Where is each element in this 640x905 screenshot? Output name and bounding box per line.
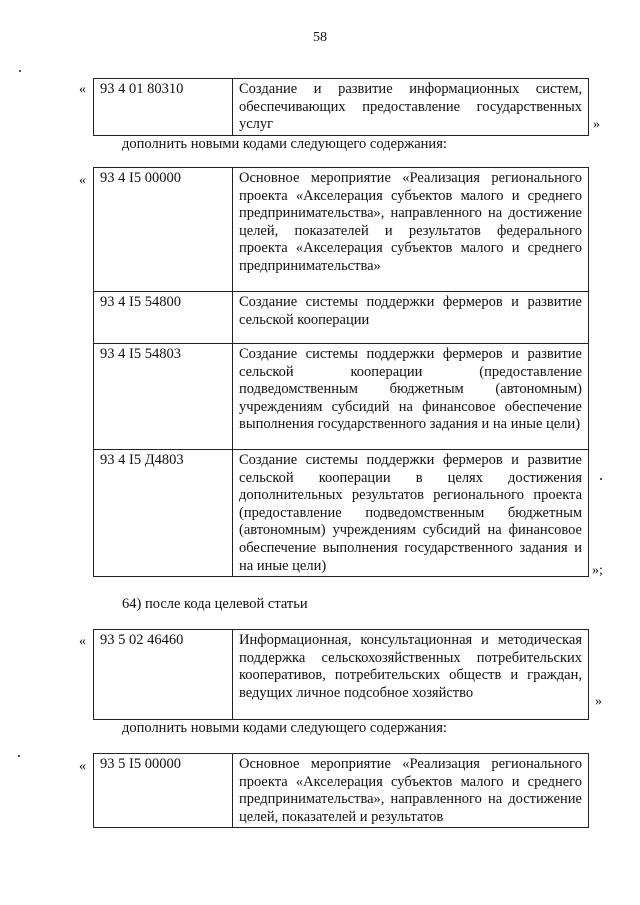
scan-mark xyxy=(600,478,602,480)
description-cell: Создание и развитие информационных систем, обеспечивающих предоставление государственных услуг xyxy=(233,79,589,136)
open-quote: « xyxy=(79,173,86,188)
code-table xyxy=(93,78,589,136)
table-row xyxy=(94,450,589,577)
scan-mark xyxy=(18,755,20,757)
description-cell: Основное мероприятие «Реализация регионального проекта «Акселерация субъектов малого и среднего предпринимательства», направленного на достижение целей, показателей и результатов федерального проекта «Акселерация субъектов малого и среднего предпринимательства» xyxy=(233,168,589,292)
description-cell: Основное мероприятие «Реализация регионального проекта «Акселерация субъектов малого и среднего предпринимательства», направленного на достижение целей, показателей и результатов xyxy=(233,754,589,828)
code-cell: 93 5 02 46460 xyxy=(94,630,233,720)
code-cell: 93 4 I5 54800 xyxy=(94,292,233,344)
code-table xyxy=(93,167,589,577)
paragraph: дополнить новыми кодами следующего содержания: xyxy=(122,720,447,736)
open-quote: « xyxy=(79,759,86,774)
code-cell: 93 4 01 80310 xyxy=(94,79,233,136)
code-cell: 93 4 I5 54803 xyxy=(94,344,233,450)
table-row xyxy=(94,630,589,720)
page-number: 58 xyxy=(313,30,327,45)
table-row xyxy=(94,168,589,292)
table-row xyxy=(94,754,589,828)
close-quote: » xyxy=(593,117,600,132)
code-cell: 93 4 I5 00000 xyxy=(94,168,233,292)
description-cell: Создание системы поддержки фермеров и развитие сельской кооперации в целях достижения дополнительных результатов регионального проекта (предоставление подведомственным бюджетным (автономным) учреждениям субсидий на финансовое обеспечение выполнения государственного задания и на иные цели) xyxy=(233,450,589,577)
code-cell: 93 5 I5 00000 xyxy=(94,754,233,828)
scan-mark xyxy=(19,70,21,72)
table-row xyxy=(94,292,589,344)
paragraph: 64) после кода целевой статьи xyxy=(122,596,308,612)
table-row xyxy=(94,79,589,136)
description-cell: Информационная, консультационная и методическая поддержка сельскохозяйственных потребительских кооперативов, потребительских обществ и граждан, ведущих личное подсобное хозяйство xyxy=(233,630,589,720)
code-table xyxy=(93,753,589,828)
description-cell: Создание системы поддержки фермеров и развитие сельской кооперации (предоставление подведомственным бюджетным (автономным) учреждениям субсидий на финансовое обеспечение выполнения государственного задания и на иные цели) xyxy=(233,344,589,450)
description-cell: Создание системы поддержки фермеров и развитие сельской кооперации xyxy=(233,292,589,344)
close-quote: » xyxy=(595,694,602,709)
close-quote: »; xyxy=(592,563,603,578)
open-quote: « xyxy=(79,82,86,97)
code-cell: 93 4 I5 Д4803 xyxy=(94,450,233,577)
open-quote: « xyxy=(79,634,86,649)
table-row xyxy=(94,344,589,450)
paragraph: дополнить новыми кодами следующего содержания: xyxy=(122,136,447,152)
code-table xyxy=(93,629,589,720)
